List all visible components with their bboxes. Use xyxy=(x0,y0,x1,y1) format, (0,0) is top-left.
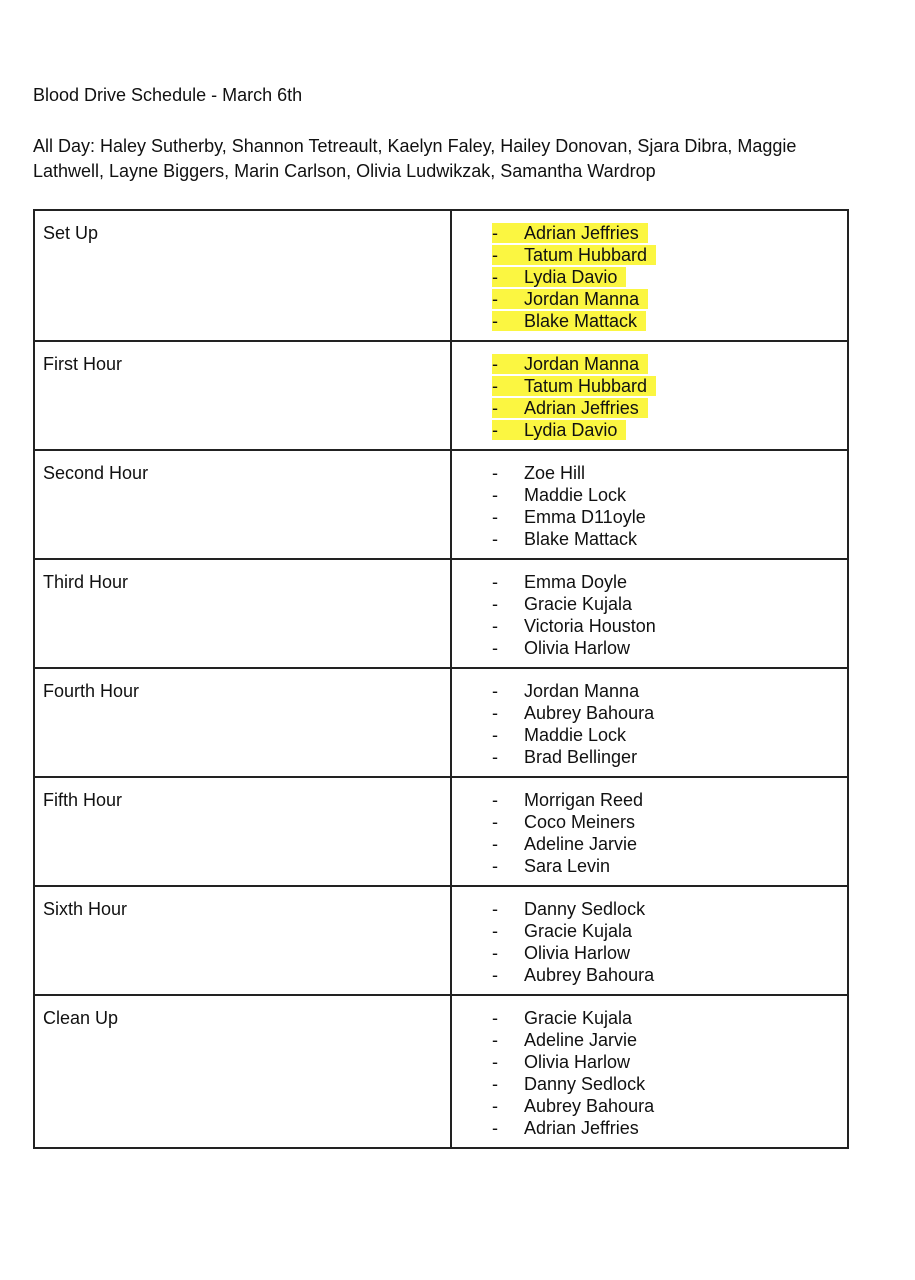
volunteer-list-item xyxy=(492,811,847,833)
entry xyxy=(492,529,637,549)
volunteer-list-item xyxy=(492,637,847,659)
volunteer-name: Adrian Jeffries xyxy=(524,223,639,243)
entry xyxy=(492,1074,645,1094)
volunteer-name: Olivia Harlow xyxy=(524,943,631,963)
volunteer-list-cell xyxy=(451,450,848,559)
highlighted-entry xyxy=(492,245,656,265)
volunteer-list-item xyxy=(492,506,847,528)
volunteer-list xyxy=(452,789,847,877)
volunteer-name: Lydia Davio xyxy=(524,420,618,440)
highlighted-entry xyxy=(492,311,646,331)
volunteer-name: Gracie Kujala xyxy=(524,594,633,614)
schedule-row xyxy=(34,995,848,1148)
volunteer-name: Maddie Lock xyxy=(524,485,627,505)
entry xyxy=(492,965,654,985)
volunteer-name: Gracie Kujala xyxy=(524,921,633,941)
volunteer-list-item xyxy=(492,310,847,332)
bullet-dash: - xyxy=(492,311,498,331)
volunteer-list-item xyxy=(492,1007,847,1029)
bullet-dash: - xyxy=(492,638,498,658)
bullet-dash: - xyxy=(492,376,498,396)
entry xyxy=(492,812,635,832)
volunteer-name: Emma D11oyle xyxy=(524,507,646,527)
volunteer-name: Olivia Harlow xyxy=(524,638,631,658)
entry xyxy=(492,594,632,614)
volunteer-name: Adeline Jarvie xyxy=(524,834,638,854)
highlighted-entry xyxy=(492,398,648,418)
time-slot-label: Sixth Hour xyxy=(34,886,451,995)
bullet-dash: - xyxy=(492,812,498,832)
volunteer-list xyxy=(452,462,847,550)
highlighted-entry xyxy=(492,223,648,243)
volunteer-list-item xyxy=(492,789,847,811)
entry xyxy=(492,921,632,941)
volunteer-name: Brad Bellinger xyxy=(524,747,638,767)
entry xyxy=(492,834,637,854)
volunteer-name: Aubrey Bahoura xyxy=(524,965,655,985)
volunteer-list-item xyxy=(492,397,847,419)
entry xyxy=(492,747,637,767)
volunteer-list-item xyxy=(492,528,847,550)
entry xyxy=(492,638,630,658)
volunteer-name: Aubrey Bahoura xyxy=(524,703,655,723)
volunteer-list-item xyxy=(492,680,847,702)
volunteer-list-item xyxy=(492,724,847,746)
volunteer-list-item xyxy=(492,746,847,768)
volunteer-list-item xyxy=(492,419,847,441)
volunteer-list-item xyxy=(492,462,847,484)
volunteer-name: Emma Doyle xyxy=(524,572,628,592)
volunteer-list-item xyxy=(492,702,847,724)
volunteer-name: Gracie Kujala xyxy=(524,1008,633,1028)
volunteer-name: Zoe Hill xyxy=(524,463,586,483)
bullet-dash: - xyxy=(492,529,498,549)
volunteer-list xyxy=(452,353,847,441)
entry xyxy=(492,899,645,919)
bullet-dash: - xyxy=(492,1008,498,1028)
volunteer-list xyxy=(452,898,847,986)
bullet-dash: - xyxy=(492,703,498,723)
time-slot-label: First Hour xyxy=(34,341,451,450)
volunteer-name: Tatum Hubbard xyxy=(524,245,648,265)
volunteer-list-item xyxy=(492,571,847,593)
bullet-dash: - xyxy=(492,1052,498,1072)
volunteer-name: Blake Mattack xyxy=(524,311,638,331)
volunteer-name: Olivia Harlow xyxy=(524,1052,631,1072)
schedule-row xyxy=(34,559,848,668)
bullet-dash: - xyxy=(492,267,498,287)
bullet-dash: - xyxy=(492,1030,498,1050)
bullet-dash: - xyxy=(492,420,498,440)
entry xyxy=(492,725,626,745)
schedule-row xyxy=(34,341,848,450)
schedule-table-body xyxy=(34,210,848,1148)
volunteer-name: Blake Mattack xyxy=(524,529,638,549)
schedule-row xyxy=(34,210,848,341)
volunteer-list-item xyxy=(492,1117,847,1139)
bullet-dash: - xyxy=(492,834,498,854)
volunteer-list-cell xyxy=(451,995,848,1148)
volunteer-list-item xyxy=(492,353,847,375)
volunteer-name: Tatum Hubbard xyxy=(524,376,648,396)
bullet-dash: - xyxy=(492,572,498,592)
volunteer-list-item xyxy=(492,484,847,506)
volunteer-list-item xyxy=(492,1073,847,1095)
volunteer-name: Sara Levin xyxy=(524,856,611,876)
entry xyxy=(492,1096,654,1116)
volunteer-list-item xyxy=(492,920,847,942)
bullet-dash: - xyxy=(492,223,498,243)
bullet-dash: - xyxy=(492,1096,498,1116)
volunteer-list-item xyxy=(492,1095,847,1117)
bullet-dash: - xyxy=(492,921,498,941)
entry xyxy=(492,943,630,963)
schedule-row xyxy=(34,886,848,995)
all-day-volunteers: All Day: Haley Sutherby, Shannon Tetreault, Kaelyn Faley, Hailey Donovan, Sjara Dibra, Maggie Lathwell, Layne Biggers, Marin Carlson, Olivia Ludwikzak, Samantha Wardrop xyxy=(33,136,797,181)
entry xyxy=(492,703,654,723)
volunteer-list-item xyxy=(492,1051,847,1073)
time-slot-label: Fifth Hour xyxy=(34,777,451,886)
volunteer-list-cell xyxy=(451,777,848,886)
volunteer-list-item xyxy=(492,244,847,266)
volunteer-list-item xyxy=(492,1029,847,1051)
bullet-dash: - xyxy=(492,790,498,810)
time-slot-label: Third Hour xyxy=(34,559,451,668)
volunteer-list-item xyxy=(492,375,847,397)
bullet-dash: - xyxy=(492,899,498,919)
bullet-dash: - xyxy=(492,681,498,701)
volunteer-name: Coco Meiners xyxy=(524,812,636,832)
bullet-dash: - xyxy=(492,856,498,876)
schedule-row xyxy=(34,450,848,559)
volunteer-name: Victoria Houston xyxy=(524,616,656,636)
volunteer-list xyxy=(452,1007,847,1139)
entry xyxy=(492,681,639,701)
schedule-row xyxy=(34,668,848,777)
volunteer-list-item xyxy=(492,833,847,855)
highlighted-entry xyxy=(492,289,648,309)
time-slot-label: Second Hour xyxy=(34,450,451,559)
entry xyxy=(492,572,627,592)
volunteer-list-item xyxy=(492,222,847,244)
bullet-dash: - xyxy=(492,245,498,265)
time-slot-label: Fourth Hour xyxy=(34,668,451,777)
bullet-dash: - xyxy=(492,463,498,483)
entry xyxy=(492,507,646,527)
entry xyxy=(492,463,585,483)
bullet-dash: - xyxy=(492,747,498,767)
bullet-dash: - xyxy=(492,507,498,527)
volunteer-list-cell xyxy=(451,886,848,995)
bullet-dash: - xyxy=(492,1074,498,1094)
volunteer-name: Jordan Manna xyxy=(524,354,640,374)
entry xyxy=(492,856,610,876)
document-title: Blood Drive Schedule - March 6th xyxy=(33,85,303,105)
volunteer-name: Maddie Lock xyxy=(524,725,627,745)
highlighted-entry xyxy=(492,420,626,440)
volunteer-list-item xyxy=(492,593,847,615)
volunteer-list xyxy=(452,571,847,659)
schedule-row xyxy=(34,777,848,886)
time-slot-label: Set Up xyxy=(34,210,451,341)
volunteer-list-cell xyxy=(451,210,848,341)
volunteer-name: Jordan Manna xyxy=(524,289,640,309)
bullet-dash: - xyxy=(492,354,498,374)
volunteer-name: Adeline Jarvie xyxy=(524,1030,638,1050)
highlighted-entry xyxy=(492,267,626,287)
volunteer-name: Danny Sedlock xyxy=(524,1074,646,1094)
bullet-dash: - xyxy=(492,1118,498,1138)
volunteer-name: Aubrey Bahoura xyxy=(524,1096,655,1116)
entry xyxy=(492,1008,632,1028)
bullet-dash: - xyxy=(492,398,498,418)
entry xyxy=(492,1118,639,1138)
highlighted-entry xyxy=(492,354,648,374)
entry xyxy=(492,1052,630,1072)
volunteer-list-item xyxy=(492,615,847,637)
schedule-table xyxy=(33,209,849,1149)
bullet-dash: - xyxy=(492,594,498,614)
volunteer-list-item xyxy=(492,266,847,288)
volunteer-name: Adrian Jeffries xyxy=(524,1118,639,1138)
entry xyxy=(492,485,626,505)
bullet-dash: - xyxy=(492,943,498,963)
time-slot-label: Clean Up xyxy=(34,995,451,1148)
highlighted-entry xyxy=(492,376,656,396)
volunteer-list-cell xyxy=(451,668,848,777)
entry xyxy=(492,1030,637,1050)
entry xyxy=(492,790,643,810)
volunteer-name: Morrigan Reed xyxy=(524,790,644,810)
volunteer-name: Adrian Jeffries xyxy=(524,398,639,418)
bullet-dash: - xyxy=(492,485,498,505)
bullet-dash: - xyxy=(492,725,498,745)
volunteer-list-item xyxy=(492,288,847,310)
bullet-dash: - xyxy=(492,965,498,985)
entry xyxy=(492,616,656,636)
volunteer-list-item xyxy=(492,855,847,877)
volunteer-name: Danny Sedlock xyxy=(524,899,646,919)
volunteer-list-item xyxy=(492,964,847,986)
volunteer-list-cell xyxy=(451,341,848,450)
bullet-dash: - xyxy=(492,616,498,636)
volunteer-name: Lydia Davio xyxy=(524,267,618,287)
volunteer-list-item xyxy=(492,942,847,964)
bullet-dash: - xyxy=(492,289,498,309)
volunteer-list-item xyxy=(492,898,847,920)
volunteer-list-cell xyxy=(451,559,848,668)
volunteer-list xyxy=(452,222,847,332)
volunteer-list xyxy=(452,680,847,768)
volunteer-name: Jordan Manna xyxy=(524,681,640,701)
